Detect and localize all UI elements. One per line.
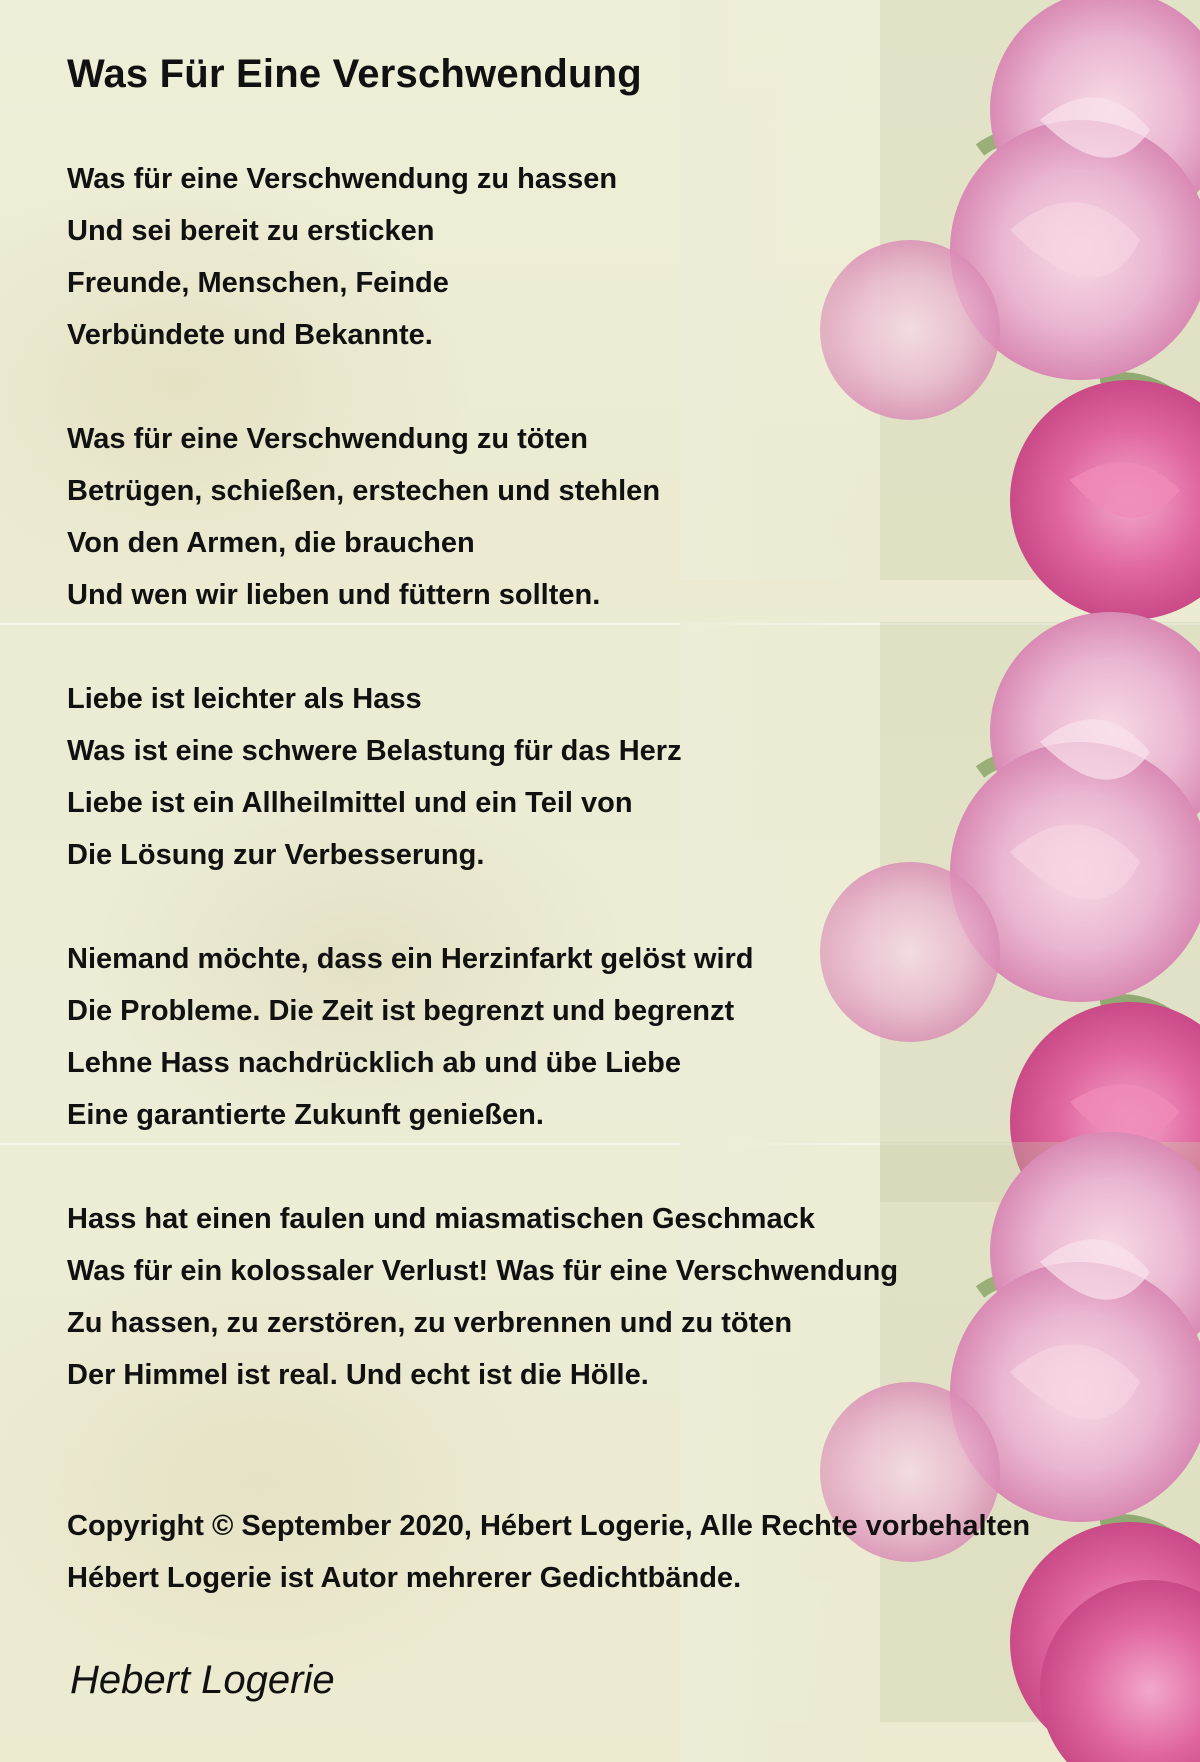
poem-line: Und wen wir lieben und füttern sollten. (67, 579, 601, 611)
footer (67, 1500, 1030, 1604)
poem-line: Eine garantierte Zukunft genießen. (67, 1099, 544, 1131)
poem-line: Von den Armen, die brauchen (67, 527, 475, 559)
author-signature: Hebert Logerie (70, 1658, 335, 1702)
poem-title: Was Für Eine Verschwendung (67, 52, 642, 96)
poem-line: Was für eine Verschwendung zu töten (67, 423, 588, 455)
poem-line: Betrügen, schießen, erstechen und stehlen (67, 475, 661, 507)
stanza (67, 1193, 1167, 1401)
poem-line: Was für ein kolossaler Verlust! Was für eine Verschwendung (67, 1255, 899, 1287)
poem-line: Verbündete und Bekannte. (67, 319, 433, 351)
stanza (67, 413, 1167, 621)
poem-line: Die Lösung zur Verbesserung. (67, 839, 485, 871)
stanza (67, 933, 1167, 1141)
poem-line: Was für eine Verschwendung zu hassen (67, 163, 618, 195)
stanza (67, 153, 1167, 361)
poem-line: Die Probleme. Die Zeit ist begrenzt und begrenzt (67, 995, 735, 1027)
poem-line: Liebe ist ein Allheilmittel und ein Teil von (67, 787, 633, 819)
poem-line: Freunde, Menschen, Feinde (67, 267, 449, 299)
poem-body (67, 153, 1167, 1453)
poem-line: Der Himmel ist real. Und echt ist die Hölle. (67, 1359, 649, 1391)
stanza (67, 673, 1167, 881)
poem-line: Liebe ist leichter als Hass (67, 683, 422, 715)
poem-line: Was ist eine schwere Belastung für das Herz (67, 735, 682, 767)
poem-line: Zu hassen, zu zerstören, zu verbrennen und zu töten (67, 1307, 793, 1339)
poem-line: Lehne Hass nachdrücklich ab und übe Liebe (67, 1047, 681, 1079)
author-bio: Hébert Logerie ist Autor mehrerer Gedichtbände. (67, 1562, 742, 1594)
copyright-notice: Copyright © September 2020, Hébert Logerie, Alle Rechte vorbehalten (67, 1510, 1031, 1542)
poem-line: Und sei bereit zu ersticken (67, 215, 435, 247)
poem-line: Hass hat einen faulen und miasmatischen Geschmack (67, 1203, 815, 1235)
poem-line: Niemand möchte, dass ein Herzinfarkt gelöst wird (67, 943, 754, 975)
